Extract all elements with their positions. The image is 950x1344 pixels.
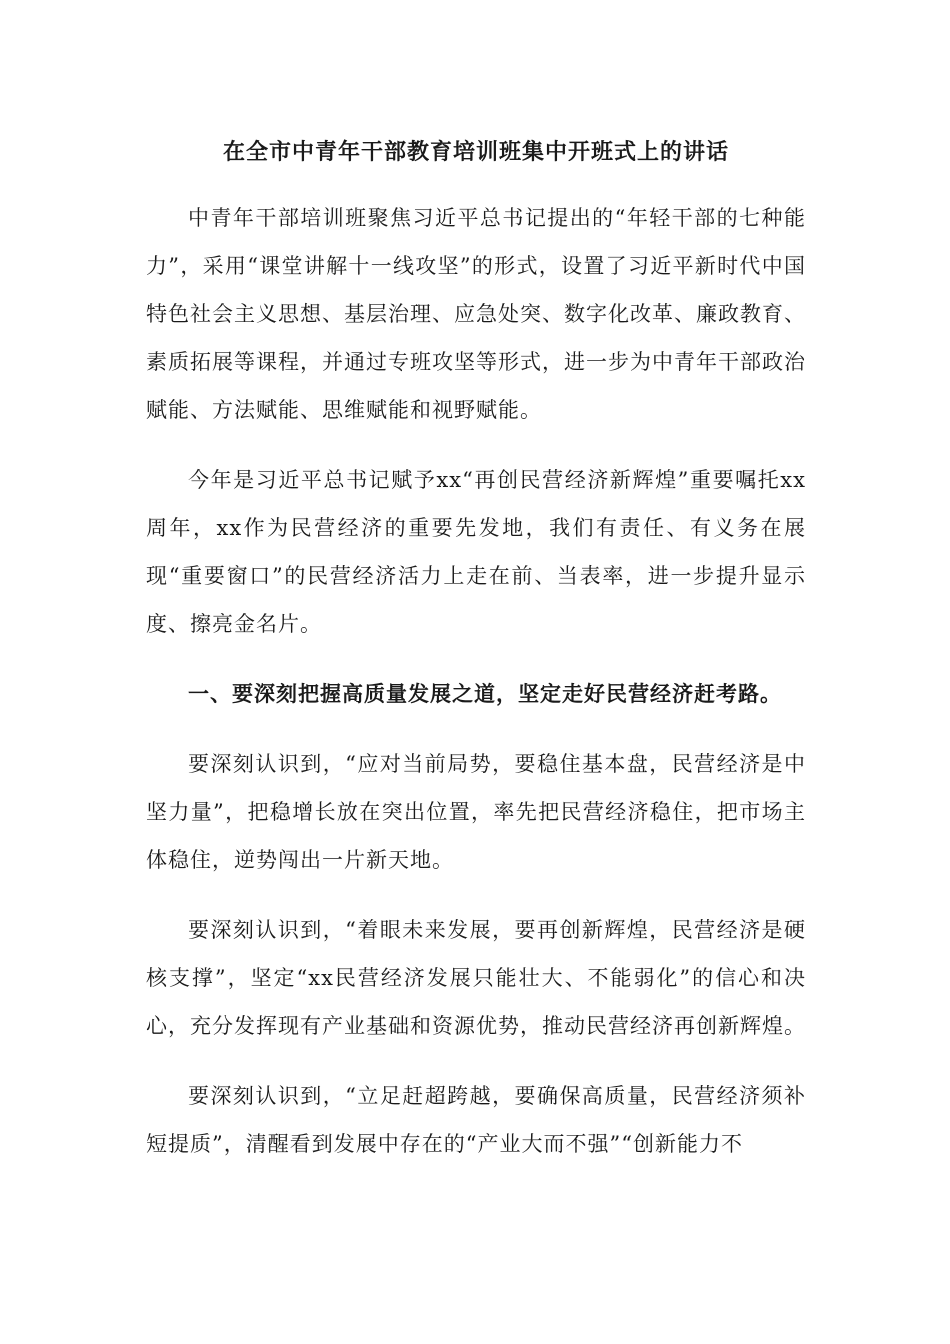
- section-paragraph-3: 要深刻认识到，“立足赶超跨越，要确保高质量，民营经济须补短提质”，清醒看到发展中存在的“产业大而不强”“创新能力不: [146, 1084, 806, 1156]
- document-title: 在全市中青年干部教育培训班集中开班式上的讲话: [222, 139, 729, 165]
- intro-paragraph-2: 今年是习近平总书记赋予xx“再创民营经济新辉煌”重要嘱托xx周年，xx作为民营经济的重要先发地，我们有责任、有义务在展现“重要窗口”的民营经济活力上走在前、当表率，进一步提升显示度、擦亮金名片。: [146, 468, 806, 636]
- intro-paragraph-1: 中青年干部培训班聚焦习近平总书记提出的“年轻干部的七种能力”，采用“课堂讲解十一线攻坚”的形式，设置了习近平新时代中国特色社会主义思想、基层治理、应急处突、数字化改革、廉政教育、素质拓展等课程，并通过专班攻坚等形式，进一步为中青年干部政治赋能、方法赋能、思维赋能和视野赋能。: [146, 206, 806, 422]
- section-paragraph-1: 要深刻认识到，“应对当前局势，要稳住基本盘，民营经济是中坚力量”，把稳增长放在突出位置，率先把民营经济稳住，把市场主体稳住，逆势闯出一片新天地。: [146, 752, 806, 872]
- document-page: [146, 128, 806, 1190]
- section-heading: 一、要深刻把握高质量发展之道，坚定走好民营经济赶考路。: [188, 681, 782, 706]
- section-paragraph-2: 要深刻认识到，“着眼未来发展，要再创新辉煌，民营经济是硬核支撑”，坚定“xx民营经济发展只能壮大、不能弱化”的信心和决心，充分发挥现有产业基础和资源优势，推动民营经济再创新辉煌。: [146, 918, 806, 1038]
